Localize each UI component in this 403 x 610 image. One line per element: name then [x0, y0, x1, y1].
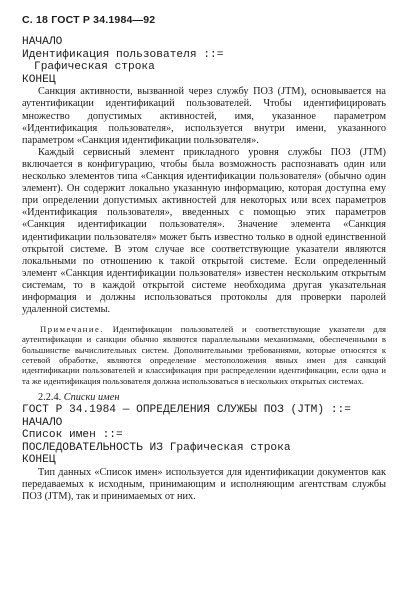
note-label: Примечание. — [40, 324, 104, 335]
name-list-definition: Список имен ::= — [22, 429, 123, 442]
page-header: С. 18 ГОСТ Р 34.1984—92 — [22, 14, 156, 26]
sequence-definition: ПОСЛЕДОВАТЕЛЬНОСТЬ ИЗ Графическая строка — [22, 441, 291, 454]
note-paragraph — [22, 324, 386, 386]
end-keyword: КОНЕЦ — [22, 73, 56, 86]
user-id-type: Графическая строка — [34, 61, 155, 74]
section-title: Списки имен — [63, 391, 120, 403]
paragraph-sanction: Санкция активности, вызванной через службу ПОЗ (JTM), основывается на аутентификации идентификаций пользователей. Чтобы идентифицировать множество допустимых активностей, имя, указанное параметром «Идентификация пользователя», используется внутри имени, указанного параметром «Санкция идентификации пользователя». — [22, 86, 386, 146]
paragraph-name-list: Тип данных «Список имен» используется для идентификации документов как передаваемых к исходным, принимающим и исполняющим агентствам службы ПОЗ (JTM), так и принимаемых от них. — [22, 466, 386, 503]
definition-block-name-list — [22, 404, 386, 467]
begin-keyword: НАЧАЛО — [22, 36, 63, 48]
document-page — [22, 14, 386, 503]
definition-block-user-id — [22, 36, 386, 86]
user-id-definition: Идентификация пользователя ::= — [22, 48, 224, 61]
begin-keyword-2: НАЧАЛО — [22, 416, 63, 429]
paragraph-service-element: Каждый сервисный элемент прикладного уровня службы ПОЗ (JTM) включается в конфигурацию, чтобы была возможность распознавать один или несколько элементов типа «Санкция идентификации пользователя» (обычно один элемент). Он содержит локально указанную информацию, которая доступна ему при определении допустимых активностей для некоторых или всех параметров «Идентификация пользователя», введенных с помощью этих параметров «Санкция идентификации пользователя». Значение элемента «Санкция идентификации пользователя» может быть известно только в одной единственной открытой системе. В этом случае все соответствующие указатели являются локальными по отношению к такой открытой системе. Если определенный элемент «Санкция идентификации пользователя» известен нескольким открытым системам, то в каждой открытой системе необходима другая указательная информация и должны использоваться протоколы для проверки паролей удаленной системы. — [22, 146, 386, 316]
note-text: Идентификации пользователей и соответствующие указатели для аутентификации и санкции обычно являются параллельными механизмами, обеспеченными в большинстве вычислительных систем. Дополнительными требованиями, которые относятся к сетевой обработке, являются определение местоположения явных имен для санкций идентификации пользователей и классификация при распределении идентификации, если одна и та же идентификация пользователя должна использоваться в нескольких открытых системах. — [22, 324, 386, 386]
end-keyword-2: КОНЕЦ — [22, 454, 56, 467]
section-heading — [22, 392, 386, 404]
section-number: 2.2.4. — [38, 391, 62, 403]
standard-definition: ГОСТ Р 34.1984 — ОПРЕДЕЛЕНИЯ СЛУЖБЫ ПОЗ (JTM) ::= — [22, 403, 351, 416]
